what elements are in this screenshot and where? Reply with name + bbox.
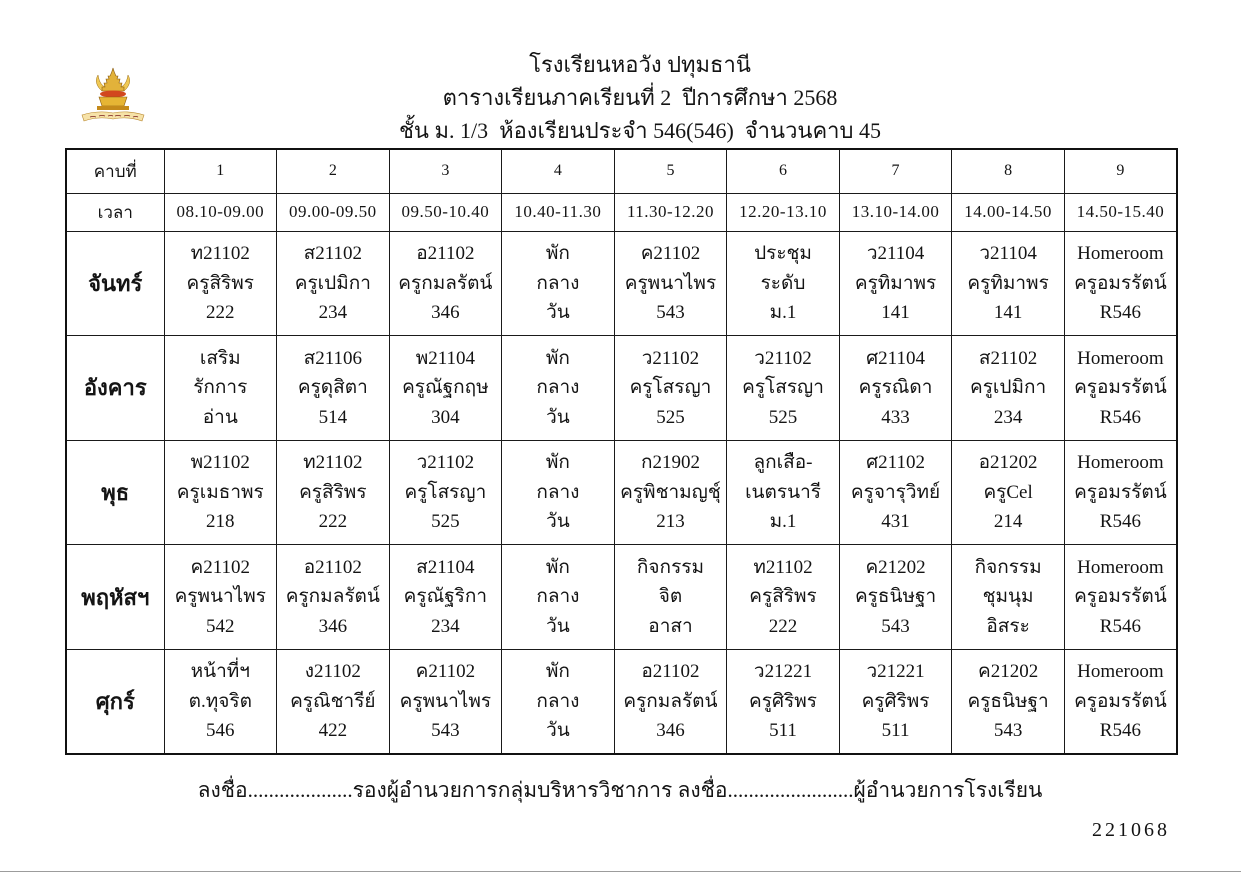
schedule-cell-line: วัน: [546, 406, 570, 428]
schedule-cell-line: ประชุม: [754, 243, 812, 265]
day-row: [66, 336, 1177, 441]
timetable: [65, 148, 1178, 755]
schedule-cell-line: ครูกมลรัตน์: [398, 272, 493, 294]
time-slot-cell: 09.50-10.40: [389, 193, 502, 231]
schedule-cell: [164, 231, 277, 336]
schedule-cell-line: เสริม: [199, 347, 241, 369]
schedule-cell-line: 433: [881, 406, 910, 428]
schedule-cell-line: ต.ทุจริต: [188, 690, 252, 712]
schedule-cell: [389, 440, 502, 545]
schedule-cell-line: 514: [318, 406, 348, 428]
schedule-cell: [164, 649, 277, 754]
day-row: [66, 440, 1177, 545]
schedule-cell-line: เนตรนารี: [745, 481, 821, 503]
schedule-cell: [164, 545, 277, 650]
schedule-cell-line: พัก: [545, 243, 570, 265]
schedule-cell-line: ส21106: [303, 347, 363, 369]
schedule-cell-line: ระดับ: [760, 272, 806, 294]
schedule-cell-line: ครูอมรรัตน์: [1074, 481, 1167, 503]
schedule-cell-line: ว21221: [866, 661, 925, 683]
schedule-cell-line: ค21102: [190, 556, 251, 578]
schedule-cell-line: 546: [206, 720, 235, 742]
schedule-cell: [727, 231, 840, 336]
schedule-cell: [614, 231, 727, 336]
schedule-cell-line: ครูธนิษฐา: [854, 586, 937, 608]
schedule-cell: [164, 440, 277, 545]
schedule-cell: [839, 440, 952, 545]
logo-cushion: [100, 91, 126, 98]
schedule-cell-line: ครูณัฐริกา: [403, 586, 488, 608]
schedule-cell-line: ว21104: [979, 243, 1037, 265]
schedule-cell: [277, 336, 390, 441]
schedule-cell-line: 234: [993, 406, 1023, 428]
schedule-cell-line: 525: [768, 406, 798, 428]
time-header-cell: เวลา: [66, 193, 164, 231]
schedule-cell-line: 511: [881, 720, 910, 742]
schedule-cell-line: 525: [656, 406, 685, 428]
schedule-cell-line: วัน: [546, 615, 570, 637]
timetable-body: [66, 231, 1177, 754]
schedule-cell-line: R546: [1099, 302, 1141, 324]
schedule-cell-line: อาสา: [648, 615, 693, 637]
schedule-cell-line: ครูรณิดา: [858, 377, 933, 399]
schedule-cell-line: R546: [1099, 511, 1141, 533]
schedule-cell: [1064, 231, 1177, 336]
schedule-cell-line: ศ21104: [866, 347, 925, 369]
schedule-cell-line: รักการ: [193, 377, 248, 399]
schedule-cell-line: Homeroom: [1077, 556, 1164, 578]
logo-crown: [102, 68, 124, 91]
schedule-cell-line: ครูอมรรัตน์: [1074, 690, 1167, 712]
schedule-cell-line: ครูทิมาพร: [854, 272, 937, 294]
schedule-cell-line: ม.1: [769, 511, 797, 533]
logo-pedestal: [99, 97, 127, 106]
schedule-cell-line: 213: [656, 511, 685, 533]
schedule-cell-line: ม.1: [769, 302, 797, 324]
schedule-cell: [502, 231, 615, 336]
schedule-cell-line: ท21102: [303, 452, 363, 474]
schedule-cell-line: ท21102: [190, 243, 250, 265]
schedule-cell-line: Homeroom: [1077, 243, 1164, 265]
time-slot-cell: 11.30-12.20: [614, 193, 727, 231]
schedule-cell: [727, 545, 840, 650]
day-row: [66, 231, 1177, 336]
schedule-cell-line: กิจกรรม: [636, 556, 704, 578]
schedule-cell-line: ว21102: [416, 452, 475, 474]
schedule-cell-line: ค21102: [640, 243, 701, 265]
document-title-block: [260, 48, 1020, 147]
schedule-cell: [727, 336, 840, 441]
schedule-cell: [839, 649, 952, 754]
schedule-cell: [164, 336, 277, 441]
schedule-cell-line: ครูจารุวิทย์: [850, 481, 941, 503]
period-number-cell: 2: [277, 149, 390, 193]
schedule-cell-line: พัก: [545, 347, 570, 369]
schedule-cell-line: หน้าที่ฯ: [190, 661, 250, 683]
school-emblem-icon: [78, 66, 148, 126]
period-number-cell: 7: [839, 149, 952, 193]
schedule-cell-line: ครูโสรญา: [629, 377, 712, 399]
schedule-cell-line: Homeroom: [1077, 661, 1164, 683]
schedule-cell-line: ครูทิมาพร: [967, 272, 1049, 294]
schedule-cell-line: ครูสิริพร: [186, 272, 254, 294]
schedule-cell-line: ครูพนาไพร: [174, 586, 266, 608]
schedule-cell-line: ว21221: [753, 661, 813, 683]
schedule-cell-line: 214: [993, 511, 1023, 533]
schedule-cell-line: ครูอมรรัตน์: [1074, 377, 1167, 399]
time-slot-cell: 14.50-15.40: [1064, 193, 1177, 231]
schedule-cell-line: พัก: [545, 556, 570, 578]
schedule-cell: [277, 649, 390, 754]
schedule-cell-line: ว21102: [641, 347, 700, 369]
period-number-cell: 6: [727, 149, 840, 193]
period-number-cell: 8: [952, 149, 1065, 193]
day-label-cell: จันทร์: [66, 231, 164, 336]
schedule-cell: [1064, 649, 1177, 754]
schedule-cell: [502, 440, 615, 545]
page-bottom-rule: [0, 871, 1241, 872]
period-number-cell: 4: [502, 149, 615, 193]
schedule-cell-line: 346: [656, 720, 685, 742]
schedule-cell-line: ครูเปมิกา: [294, 272, 371, 294]
school-name: โรงเรียนหอวัง ปทุมธานี: [529, 52, 751, 77]
schedule-cell-line: 543: [656, 302, 685, 324]
schedule-cell-line: วัน: [546, 720, 570, 742]
schedule-cell-line: ครูอมรรัตน์: [1074, 586, 1167, 608]
schedule-cell-line: ครูศิริพร: [861, 690, 930, 712]
schedule-cell-line: 218: [206, 511, 235, 533]
schedule-cell-line: กิจกรรม: [974, 556, 1042, 578]
schedule-cell-line: อ21102: [416, 243, 475, 265]
schedule-cell: [952, 649, 1065, 754]
schedule-cell-line: ครูพนาไพร: [399, 690, 492, 712]
schedule-cell-line: 346: [431, 302, 460, 324]
schedule-cell-line: 222: [768, 615, 798, 637]
schedule-cell-line: อ21102: [641, 661, 700, 683]
class-info: ชั้น ม. 1/3 ห้องเรียนประจำ 546(546) จำนวนคาบ 45: [398, 118, 881, 143]
schedule-cell-line: ส21102: [303, 243, 363, 265]
schedule-cell-line: ครูCel: [983, 481, 1033, 503]
school-logo: [78, 66, 148, 126]
period-row: [66, 149, 1177, 193]
timetable-head: [66, 149, 1177, 231]
schedule-cell-line: กลาง: [536, 586, 580, 608]
schedule-cell: [502, 545, 615, 650]
schedule-cell: [839, 336, 952, 441]
schedule-cell: [614, 649, 727, 754]
schedule-cell-line: ค21102: [415, 661, 476, 683]
schedule-cell-line: 543: [881, 615, 910, 637]
schedule-cell: [1064, 545, 1177, 650]
schedule-cell-line: ส21104: [416, 556, 475, 578]
time-slot-cell: 13.10-14.00: [839, 193, 952, 231]
day-label-cell: อังคาร: [66, 336, 164, 441]
schedule-cell-line: ครูสิริพร: [749, 586, 817, 608]
time-slot-cell: 09.00-09.50: [277, 193, 390, 231]
logo-pedestal-base: [97, 106, 129, 110]
schedule-cell-line: อ่าน: [202, 406, 238, 428]
schedule-cell-line: ครูกมลรัตน์: [623, 690, 718, 712]
schedule-cell: [502, 649, 615, 754]
schedule-cell-line: อิสระ: [986, 615, 1030, 637]
schedule-cell-line: พ21102: [190, 452, 250, 474]
schedule-cell-line: วัน: [546, 302, 570, 324]
schedule-cell: [839, 545, 952, 650]
schedule-cell-line: ครูพนาไพร: [624, 272, 717, 294]
schedule-cell-line: วัน: [546, 511, 570, 533]
schedule-cell: [839, 231, 952, 336]
schedule-cell-line: 525: [431, 511, 460, 533]
schedule-cell-line: 346: [318, 615, 348, 637]
schedule-cell: [502, 336, 615, 441]
term-title: ตารางเรียนภาคเรียนที่ 2 ปีการศึกษา 2568: [442, 85, 838, 110]
schedule-cell-line: ครูพิชามญชุ์: [620, 481, 721, 503]
schedule-cell-line: ครูโสรญา: [404, 481, 487, 503]
document-code: 221068: [1092, 819, 1170, 841]
schedule-cell: [1064, 440, 1177, 545]
schedule-cell-line: ค21202: [977, 661, 1039, 683]
schedule-cell-line: กลาง: [536, 481, 580, 503]
schedule-cell-line: 141: [881, 302, 910, 324]
schedule-cell: [277, 545, 390, 650]
schedule-cell: [389, 649, 502, 754]
schedule-cell-line: อ21102: [303, 556, 362, 578]
schedule-cell-line: 304: [431, 406, 460, 428]
schedule-cell-line: กลาง: [536, 272, 580, 294]
schedule-cell-line: ค21202: [865, 556, 926, 578]
day-label-cell: พุธ: [66, 440, 164, 545]
time-slot-cell: 12.20-13.10: [727, 193, 840, 231]
schedule-cell-line: Homeroom: [1077, 347, 1164, 369]
schedule-cell-line: ครูเมธาพร: [176, 481, 264, 503]
schedule-cell: [389, 231, 502, 336]
schedule-cell-line: พัก: [545, 661, 570, 683]
schedule-cell-line: ครูณัฐกฤษ: [402, 377, 489, 399]
period-header-cell: คาบที่: [66, 149, 164, 193]
schedule-cell-line: R546: [1099, 615, 1141, 637]
schedule-cell: [952, 231, 1065, 336]
schedule-cell: [1064, 336, 1177, 441]
schedule-cell-line: ง21102: [304, 661, 361, 683]
schedule-cell-line: ส21102: [978, 347, 1038, 369]
period-number-cell: 5: [614, 149, 727, 193]
schedule-cell-line: ครูอมรรัตน์: [1074, 272, 1167, 294]
schedule-cell-line: 543: [431, 720, 460, 742]
schedule-cell-line: ท21102: [753, 556, 813, 578]
schedule-cell-line: ลูกเสือ-: [753, 452, 813, 474]
schedule-cell-line: 222: [206, 302, 235, 324]
schedule-cell-line: พ21104: [415, 347, 476, 369]
period-number-cell: 1: [164, 149, 277, 193]
schedule-cell: [389, 336, 502, 441]
schedule-cell: [277, 440, 390, 545]
schedule-cell: [952, 440, 1065, 545]
time-slot-cell: 08.10-09.00: [164, 193, 277, 231]
schedule-cell-line: ครูกมลรัตน์: [285, 586, 380, 608]
schedule-cell: [952, 545, 1065, 650]
schedule-cell-line: กลาง: [536, 690, 580, 712]
day-row: [66, 545, 1177, 650]
schedule-cell-line: 141: [993, 302, 1023, 324]
schedule-cell-line: ว21102: [754, 347, 812, 369]
schedule-cell-line: 422: [318, 720, 348, 742]
schedule-cell-line: 222: [318, 511, 348, 533]
schedule-cell: [952, 336, 1065, 441]
schedule-cell: [389, 545, 502, 650]
day-label-cell: พฤหัสฯ: [66, 545, 164, 650]
time-row: [66, 193, 1177, 231]
schedule-cell: [614, 336, 727, 441]
schedule-cell: [614, 440, 727, 545]
schedule-cell-line: Homeroom: [1077, 452, 1164, 474]
schedule-cell-line: ครูณิชารีย์: [290, 690, 376, 712]
schedule-cell-line: ครูศิริพร: [749, 690, 817, 712]
schedule-cell-line: R546: [1099, 406, 1141, 428]
schedule-cell: [277, 231, 390, 336]
period-number-cell: 9: [1064, 149, 1177, 193]
schedule-cell: [727, 440, 840, 545]
schedule-cell-line: ว21104: [866, 243, 925, 265]
day-row: [66, 649, 1177, 754]
schedule-cell-line: 431: [881, 511, 910, 533]
schedule-cell-line: ครูสิริพร: [299, 481, 367, 503]
period-number-cell: 3: [389, 149, 502, 193]
day-label-cell: ศุกร์: [66, 649, 164, 754]
schedule-cell-line: ครูโสรญา: [742, 377, 824, 399]
schedule-cell-line: 542: [206, 615, 235, 637]
schedule-cell-line: ครูเปมิกา: [970, 377, 1047, 399]
schedule-cell-line: ครูดุสิตา: [297, 377, 368, 399]
schedule-cell-line: 234: [318, 302, 348, 324]
schedule-cell-line: พัก: [545, 452, 570, 474]
schedule-cell-line: 511: [769, 720, 797, 742]
time-slot-cell: 10.40-11.30: [502, 193, 615, 231]
schedule-cell: [727, 649, 840, 754]
schedule-cell: [614, 545, 727, 650]
schedule-cell-line: 234: [431, 615, 460, 637]
schedule-cell-line: จิต: [658, 586, 683, 608]
schedule-cell-line: R546: [1099, 720, 1141, 742]
time-slot-cell: 14.00-14.50: [952, 193, 1065, 231]
signature-line: ลงชื่อ....................รองผู้อำนวยการกลุ่มบริหารวิชาการ ลงชื่อ........................ผู้อำนวยการโรงเรียน: [197, 778, 1043, 802]
schedule-cell-line: อ21202: [978, 452, 1038, 474]
schedule-cell-line: กลาง: [536, 377, 580, 399]
schedule-cell-line: ศ21102: [866, 452, 925, 474]
schedule-cell-line: ก21902: [640, 452, 700, 474]
schedule-cell-line: ชุมนุม: [982, 586, 1034, 608]
schedule-cell-line: ครูธนิษฐา: [967, 690, 1049, 712]
schedule-cell-line: 543: [993, 720, 1023, 742]
